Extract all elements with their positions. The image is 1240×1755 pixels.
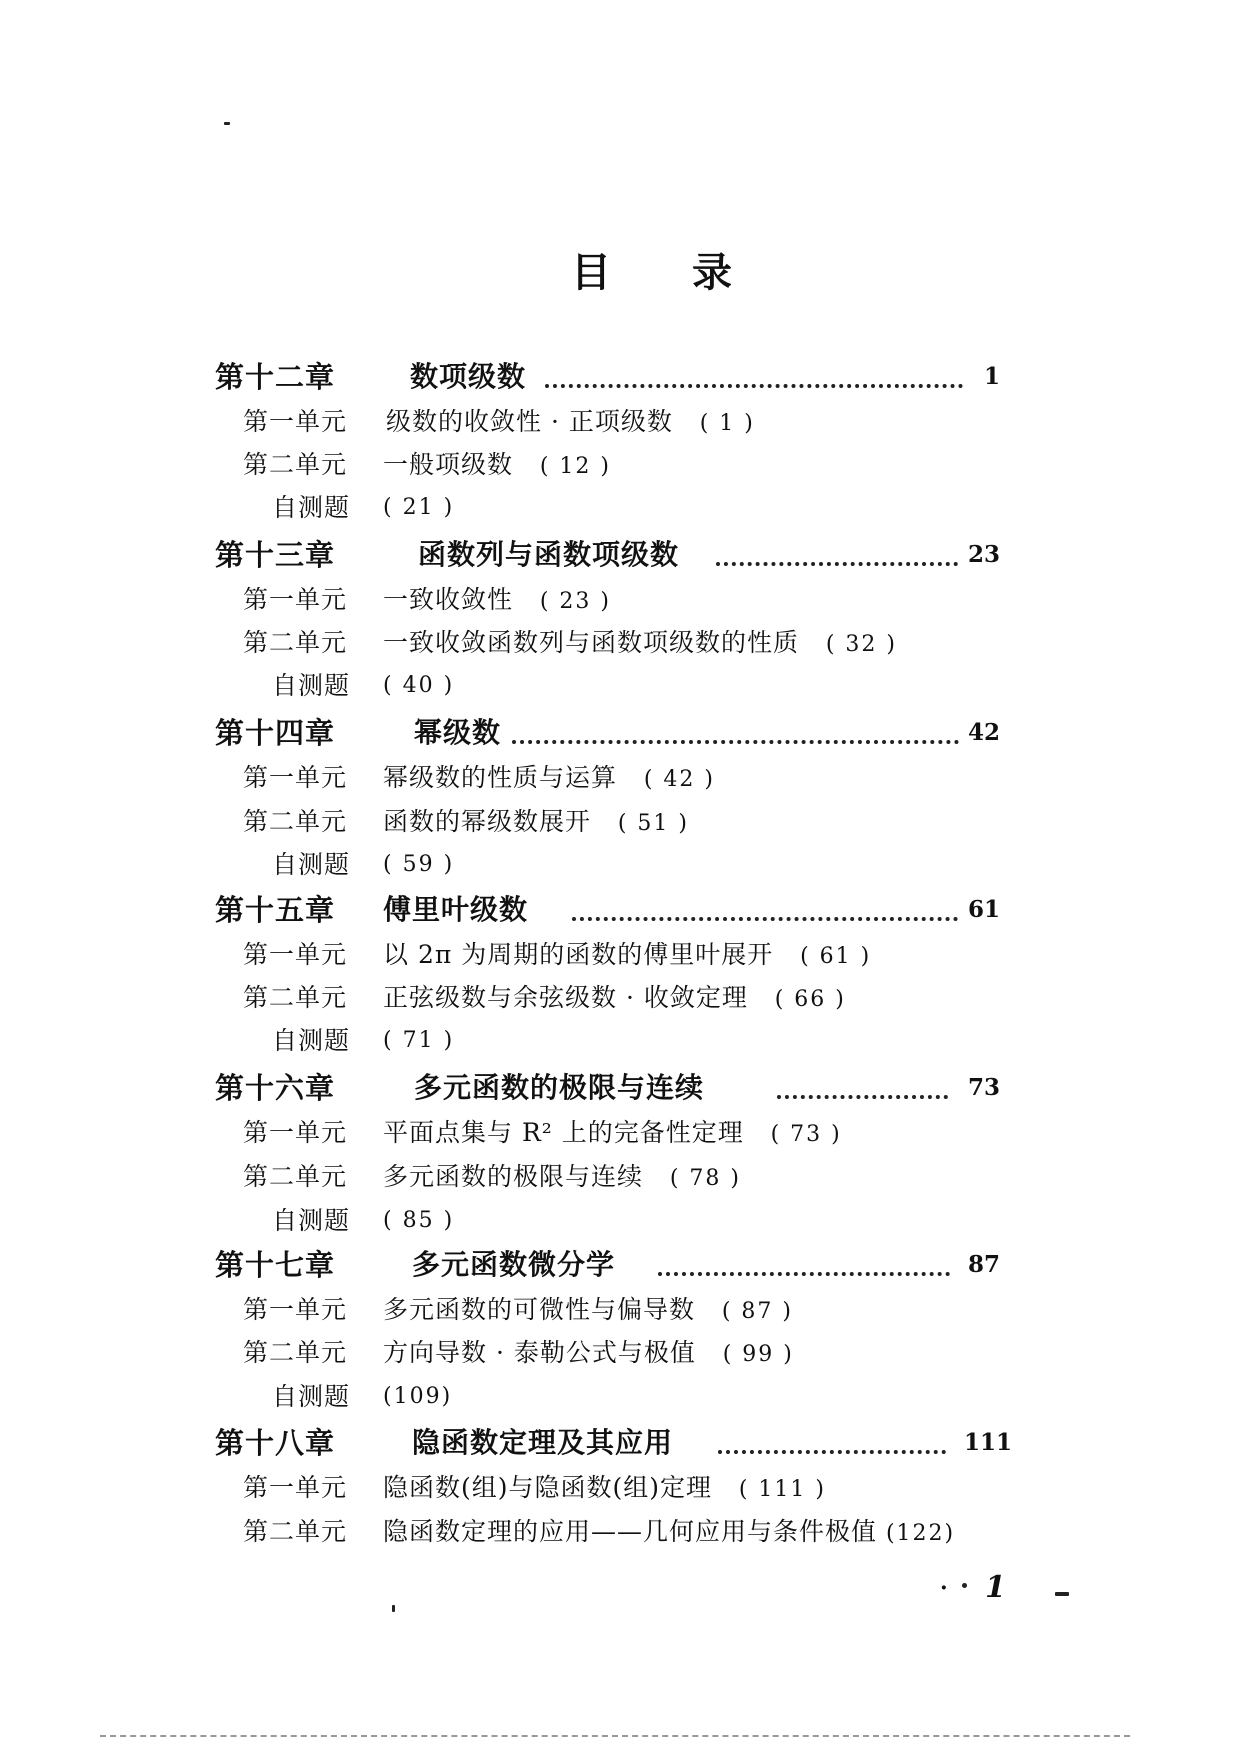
unit-row[interactable] [0,623,1240,663]
dot-leader [512,740,959,744]
unit-row[interactable] [0,1512,1240,1552]
dot-leader [716,562,958,566]
unit-row[interactable] [0,802,1240,842]
unit-page: ( 42 ) [643,767,716,792]
unit-label: 第二单元 [243,450,348,479]
self-test-page: ( 59 ) [383,852,455,877]
dot-leader [658,1272,950,1276]
unit-page: ( 51 ) [617,811,690,836]
dot-leader [777,1095,948,1099]
dot-leader [718,1450,946,1454]
unit-label: 第二单元 [243,983,348,1012]
unit-label: 第一单元 [243,1473,348,1502]
chapter-label: 第十六章 [215,1071,336,1105]
self-test-label: 自测题 [272,1026,351,1055]
scan-edge-rule [100,1735,1130,1737]
unit-row[interactable] [0,978,1240,1018]
unit-title: 平面点集与 R² 上的完备性定理 [383,1118,744,1147]
unit-entry [383,1157,741,1199]
chapter-page: 23 [967,541,1000,568]
self-test-page: (109) [383,1384,453,1409]
self-test-page: ( 71 ) [383,1028,455,1053]
page-title-char-1: 目 [571,250,611,296]
chapter-title: 函数列与函数项级数 [418,538,680,571]
unit-entry [383,1113,842,1155]
self-test-label: 自测题 [272,850,351,879]
self-test-row[interactable] [0,1377,1240,1417]
unit-label: 第二单元 [243,1162,348,1191]
page-number [940,1568,1080,1608]
chapter-label: 第十三章 [215,538,336,572]
unit-entry [383,1468,826,1510]
self-test-row[interactable] [0,1021,1240,1061]
self-test-label: 自测题 [272,493,351,522]
self-test-row[interactable] [0,1201,1240,1241]
chapter-page: 61 [967,896,1000,923]
unit-label: 第一单元 [243,407,348,436]
unit-row[interactable] [0,1290,1240,1330]
unit-entry [383,1290,793,1332]
dot-leader [572,917,958,921]
unit-title: 函数的幂级数展开 [383,807,592,836]
unit-label: 第二单元 [243,807,348,836]
page-number-dot: · [940,1575,948,1601]
self-test-page: ( 21 ) [383,495,455,520]
unit-label: 第一单元 [243,585,348,614]
chapter-page: 42 [967,719,1000,746]
chapter-title: 数项级数 [410,360,527,393]
unit-row[interactable] [0,580,1240,620]
unit-entry [383,623,897,665]
unit-title: 幂级数的性质与运算 [383,763,618,792]
unit-entry [383,1512,955,1554]
chapter-row[interactable] [0,713,1240,753]
unit-page: ( 32 ) [825,632,898,657]
chapter-row[interactable] [0,1068,1240,1108]
unit-title: 正弦级数与余弦级数 · 收敛定理 [383,983,748,1012]
chapter-title: 多元函数的极限与连续 [414,1071,705,1104]
unit-title: 级数的收敛性 · 正项级数 [386,407,673,436]
unit-label: 第一单元 [243,1295,348,1324]
chapter-label: 第十二章 [215,360,336,394]
unit-page: ( 87 ) [721,1299,794,1324]
page-number-value: 1 [985,1570,1006,1605]
unit-row[interactable] [0,402,1240,442]
chapter-row[interactable] [0,1423,1240,1463]
unit-title: 隐函数定理的应用——几何应用与条件极值 [383,1517,878,1546]
unit-page: ( 1 ) [699,411,755,436]
unit-row[interactable] [0,758,1240,798]
unit-title: 隐函数(组)与隐函数(组)定理 [383,1473,713,1502]
chapter-page: 73 [967,1074,1000,1101]
self-test-row[interactable] [0,488,1240,528]
unit-row[interactable] [0,1157,1240,1197]
unit-entry [383,580,611,622]
unit-page: (122) [885,1521,956,1546]
chapter-row[interactable] [0,357,1240,397]
unit-page: ( 78 ) [669,1166,742,1191]
unit-title: 一般项级数 [383,450,514,479]
self-test-row[interactable] [0,845,1240,885]
chapter-title: 幂级数 [414,716,502,749]
unit-entry [383,978,846,1020]
unit-entry [383,445,611,487]
chapter-label: 第十八章 [215,1426,336,1460]
unit-page: ( 111 ) [738,1477,827,1502]
unit-page: ( 99 ) [722,1342,794,1367]
unit-entry [383,802,689,844]
unit-page: ( 61 ) [800,944,872,969]
dot-leader [545,384,963,388]
chapter-page: 111 [963,1429,1012,1456]
self-test-page: ( 40 ) [383,673,455,698]
unit-entry [386,402,755,444]
unit-page: ( 23 ) [539,589,612,614]
self-test-page: ( 85 ) [383,1208,455,1233]
unit-row[interactable] [0,1333,1240,1373]
self-test-row[interactable] [0,666,1240,706]
unit-row[interactable] [0,1113,1240,1153]
unit-label: 第二单元 [243,628,348,657]
chapter-label: 第十五章 [215,893,336,927]
unit-entry [383,1333,794,1375]
chapter-label: 第十七章 [215,1248,336,1282]
chapter-page: 1 [983,363,1000,390]
self-test-label: 自测题 [272,671,351,700]
chapter-label: 第十四章 [215,716,336,750]
unit-title: 多元函数的极限与连续 [383,1162,644,1191]
unit-page: ( 73 ) [770,1122,842,1147]
unit-entry [383,758,715,800]
chapter-title: 傅里叶级数 [383,893,529,926]
unit-title: 一致收敛函数列与函数项级数的性质 [383,628,800,657]
chapter-page: 87 [967,1251,1000,1278]
unit-row[interactable] [0,935,1240,975]
page-title-char-2: 录 [692,250,732,296]
unit-title: 以 2π 为周期的函数的傅里叶展开 [383,940,774,969]
self-test-label: 自测题 [272,1382,351,1411]
chapter-row[interactable] [0,890,1240,930]
unit-title: 方向导数 · 泰勒公式与极值 [383,1338,696,1367]
unit-label: 第一单元 [243,763,348,792]
self-test-label: 自测题 [272,1206,351,1235]
chapter-row[interactable] [0,1245,1240,1285]
chapter-title: 隐函数定理及其应用 [412,1426,674,1459]
chapter-title: 多元函数微分学 [412,1248,616,1281]
chapter-row[interactable] [0,535,1240,575]
unit-label: 第二单元 [243,1338,348,1367]
unit-label: 第一单元 [243,1118,348,1147]
unit-title: 多元函数的可微性与偏导数 [383,1295,696,1324]
unit-entry [383,935,871,977]
unit-label: 第二单元 [243,1517,348,1546]
unit-row[interactable] [0,1468,1240,1508]
unit-page: ( 12 ) [539,454,612,479]
unit-title: 一致收敛性 [383,585,514,614]
unit-row[interactable] [0,445,1240,485]
unit-label: 第一单元 [243,940,348,969]
unit-page: ( 66 ) [774,987,846,1012]
